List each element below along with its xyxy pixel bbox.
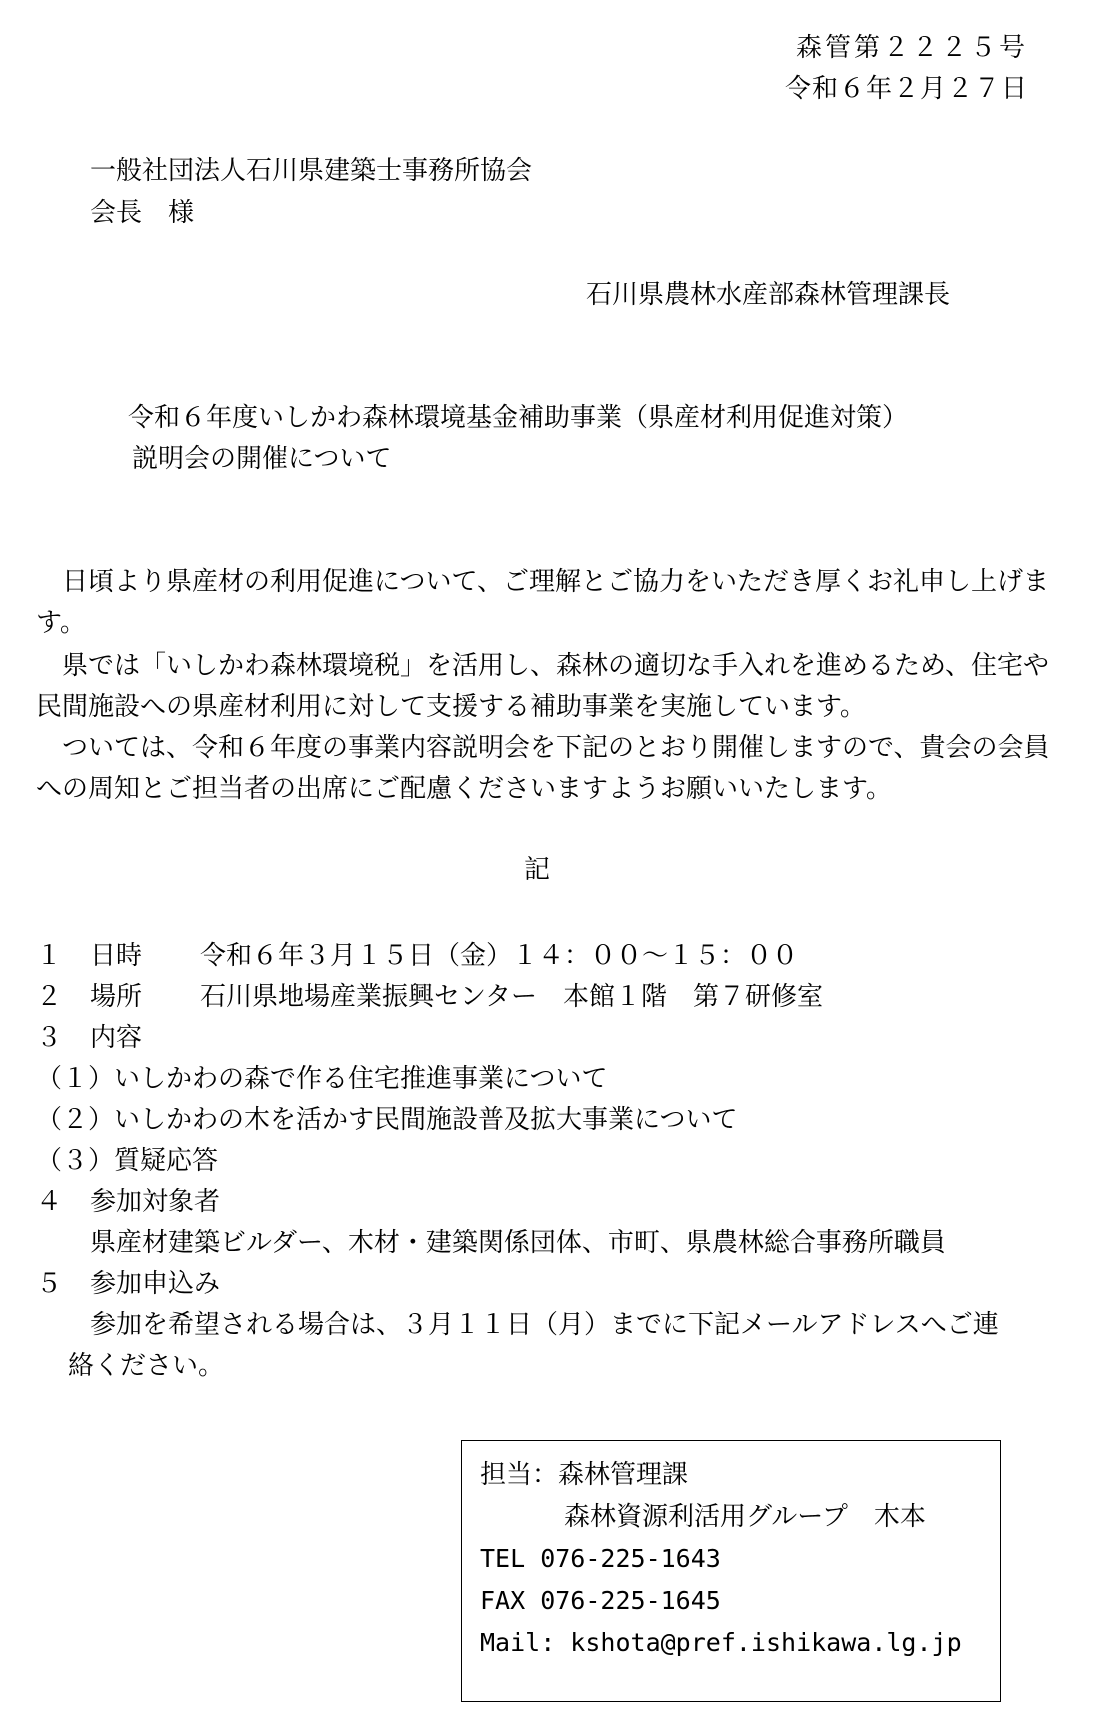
item-number: １ — [36, 941, 63, 971]
contact-box — [461, 1440, 1001, 1702]
content-sub-item-2: （２）いしかわの木を活かす民間施設普及拡大事業について — [36, 1105, 738, 1135]
contact-tel: TEL 076-225-1643 — [480, 1544, 721, 1573]
item-value: 令和６年３月１５日（金）１４：００～１５：００ — [200, 941, 799, 971]
subject-line-2: 説明会の開催について — [132, 444, 392, 474]
content-sub-item-1: （１）いしかわの森で作る住宅推進事業について — [36, 1064, 608, 1094]
application-detail-line-2: 絡ください。 — [68, 1351, 225, 1381]
participants-detail: 県産材建築ビルダー、木材・建築関係団体、市町、県農林総合事務所職員 — [90, 1228, 946, 1258]
item-number: ３ — [36, 1023, 63, 1053]
item-label: 場所 — [90, 982, 143, 1012]
subject-line-1: 令和６年度いしかわ森林環境基金補助事業（県産材利用促進対策） — [128, 403, 909, 433]
contact-department: 担当：森林管理課 — [480, 1460, 689, 1490]
item-location — [36, 977, 823, 1017]
body-paragraph-1: 日頃より県産材の利用促進について、ご理解とご協力をいただき厚くお礼申し上げます。 — [36, 567, 1049, 638]
contact-fax: FAX 076-225-1645 — [480, 1586, 721, 1615]
item-label: 日時 — [90, 941, 143, 971]
content-sub-item-3: （３）質疑応答 — [36, 1146, 219, 1176]
sender: 石川県農林水産部森林管理課長 — [586, 280, 951, 310]
item-number: ４ — [36, 1187, 63, 1217]
item-application — [36, 1264, 221, 1304]
item-label: 参加申込み — [90, 1269, 221, 1299]
item-label: 参加対象者 — [90, 1187, 221, 1217]
addressee-organization: 一般社団法人石川県建築士事務所協会 — [90, 156, 533, 186]
addressee-title: 会長 様 — [90, 198, 195, 228]
item-label: 内容 — [90, 1023, 143, 1053]
body-paragraph-2: 県では「いしかわ森林環境税」を活用し、森林の適切な手入れを進めるため、住宅や民間施設への県産材利用に対して支援する補助事業を実施しています。 — [36, 651, 1049, 722]
item-number: ５ — [36, 1269, 63, 1299]
document-number: 森管第２２２５号 — [795, 33, 1028, 63]
contact-mail[interactable]: Mail: kshota@pref.ishikawa.lg.jp — [480, 1628, 962, 1657]
application-detail-line-1: 参加を希望される場合は、３月１１日（月）までに下記メールアドレスへご連 — [90, 1310, 999, 1340]
ki-heading: 記 — [524, 855, 551, 885]
item-participants — [36, 1182, 221, 1222]
item-value: 石川県地場産業振興センター 本館１階 第７研修室 — [200, 982, 823, 1012]
contact-group: 森林資源利活用グループ 木本 — [564, 1502, 926, 1532]
body-paragraph-3: ついては、令和６年度の事業内容説明会を下記のとおり開催しますので、貴会の会員への周知とご担当者の出席にご配慮くださいますようお願いいたします。 — [36, 733, 1050, 804]
item-number: ２ — [36, 982, 63, 1012]
document-date: 令和６年２月２７日 — [784, 74, 1028, 104]
item-datetime — [36, 936, 798, 976]
item-contents — [36, 1018, 200, 1058]
